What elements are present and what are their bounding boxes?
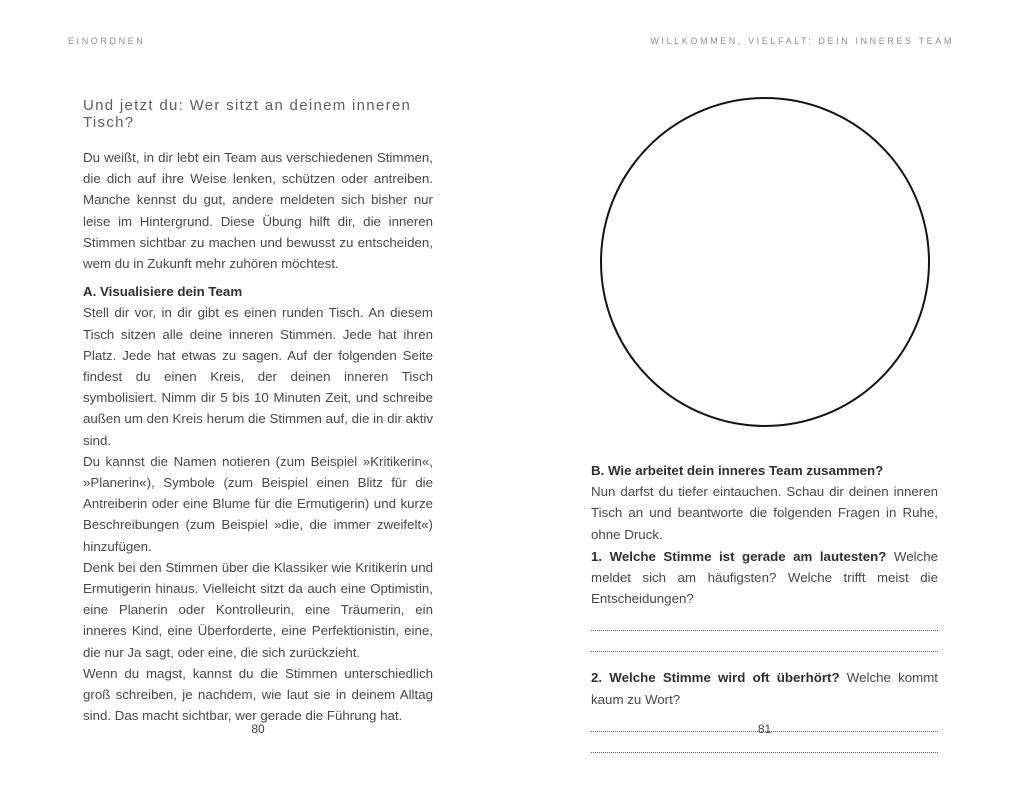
section-a-paragraph-3: Denk bei den Stimmen über die Klassiker wie Kritikerin und Ermutigerin hinaus. Vielleicht sitzt da auch eine Optimistin, eine Planerin oder Kontrolleurin, eine Träumerin, ein inneres Kind, eine Überforderte, eine Perfektionistin, eine, die nur Ja sagt, oder eine, die sich zurückzieht. — [83, 559, 433, 660]
page-number-left: 80 — [251, 722, 265, 736]
question-2-rest: Welche kommt kaum zu Wort? — [591, 670, 938, 707]
right-text-column — [591, 0, 938, 753]
section-a-paragraph-4: Wenn du magst, kannst du die Stimmen unterschiedlich groß schreiben, je nachdem, wie laut sie in deinem Alltag sind. Das macht sichtbar, wer gerade die Führung hat. — [83, 665, 433, 724]
page-number-right: 81 — [757, 722, 772, 736]
section-a-paragraph-2: Du kannst die Namen notieren (zum Beispiel »Kritikerin«, »Planerin«), Symbole (zum Beispiel einen Blitz für die Antreiberin oder eine Blume für die Ermutigerin) und kurze Beschreibungen (zum Beispiel »die, die immer zweifelt«) hinzufügen. — [83, 453, 433, 554]
answer-area-1 — [591, 610, 938, 652]
running-head-left: EINORDNEN — [68, 36, 146, 46]
inner-table-circle — [600, 97, 930, 427]
question-1-rest: Welche meldet sich am häufigsten? Welche trifft meist die Entscheidungen? — [591, 548, 939, 607]
section-b-intro: Nun darfst du tiefer eintauchen. Schau dir deinen inneren Tisch an und beantworte die folgenden Fragen in Ruhe, ohne Druck. — [591, 484, 938, 542]
section-a-paragraph-1: Stell dir vor, in dir gibt es einen runden Tisch. An diesem Tisch sitzen alle deine inneren Stimmen. Jede hat ihren Platz. Jede hat etwas zu sagen. Auf der folgenden Seite findest du einen Kreis, der deinen inneren Tisch symbolisiert. Nimm dir 5 bis 10 Minuten Zeit, und schreibe außen um den Kreis herum die Stimmen auf, die in dir aktiv sind. — [83, 305, 433, 448]
question-2 — [591, 667, 938, 709]
page-right — [510, 0, 1020, 793]
left-text-column — [83, 97, 433, 726]
answer-line — [591, 631, 938, 652]
question-1-lead: 1. Welche Stimme ist gerade am lautesten? — [591, 548, 887, 564]
intro-paragraph: Du weißt, in dir lebt ein Team aus verschiedenen Stimmen, die dich auf ihre Weise lenken, schützen oder antreiben. Manche kennst du gut, andere meldeten sich bisher nur leise im Hintergrund. Diese Übung hilft dir, die inneren Stimmen sichtbar zu machen und bewusst zu entscheiden, wem du in Zukunft mehr zuhören möchtest. — [83, 150, 433, 272]
section-a-heading: A. Visualisiere dein Team — [83, 284, 243, 300]
question-1 — [591, 546, 938, 610]
answer-line — [591, 610, 938, 631]
page-title: Und jetzt du: Wer sitzt an deinem inneren Tisch? — [83, 97, 412, 131]
running-head-right: WILLKOMMEN, VIELFALT: DEIN INNERES TEAM — [650, 36, 954, 46]
question-2-lead: 2. Welche Stimme wird oft überhört? — [591, 670, 840, 686]
section-b-heading: B. Wie arbeitet dein inneres Team zusammen? — [591, 463, 884, 478]
